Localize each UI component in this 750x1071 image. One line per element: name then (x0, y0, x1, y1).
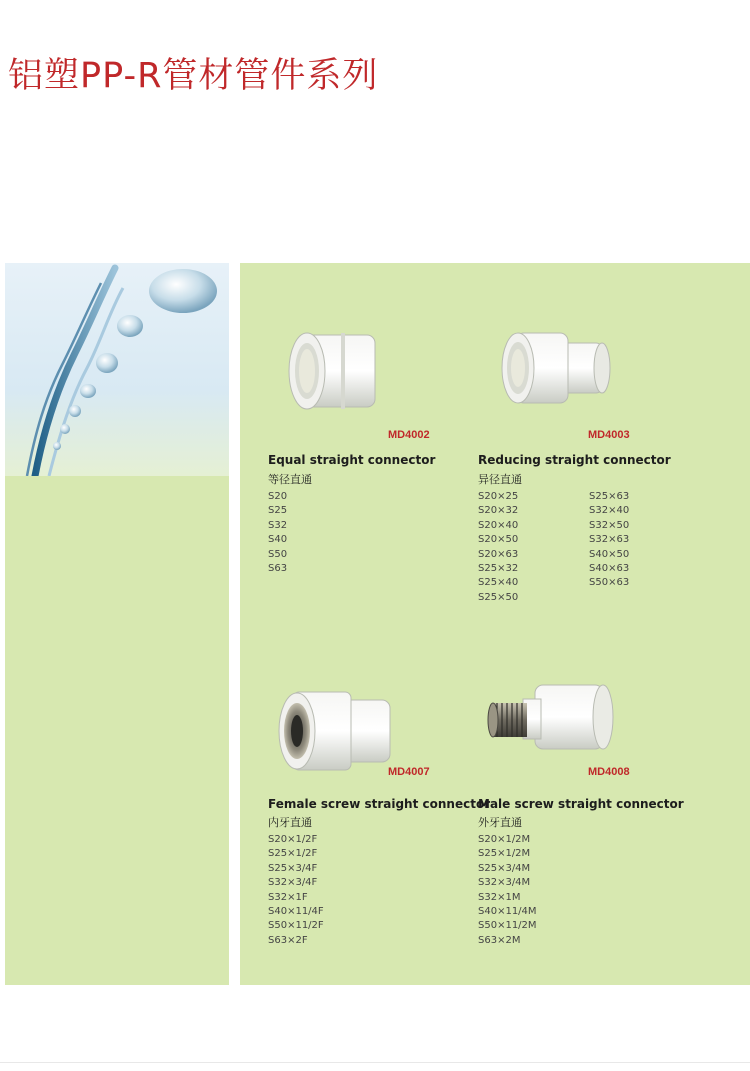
size-item: S20×1/2M (478, 834, 531, 845)
size-item: S25×40 (478, 577, 519, 589)
product-code: MD4007 (388, 766, 430, 778)
size-item: S63 (268, 563, 288, 575)
size-item: S25×3/4F (268, 862, 318, 874)
product-card-md4002 (240, 263, 490, 623)
size-item: S25×1/2F (268, 848, 318, 860)
size-item: S50×63 (589, 577, 630, 589)
size-item: S32×3/4F (268, 877, 318, 889)
product-card-md4008 (478, 663, 750, 983)
size-item: S32×1F (268, 891, 308, 903)
reducing-connector-image (498, 325, 613, 415)
size-item: S25×3/4M (478, 862, 531, 874)
size-item: S32×40 (589, 505, 630, 517)
product-card-md4003 (478, 263, 750, 623)
product-code: MD4003 (588, 429, 630, 441)
size-item: S40×50 (589, 548, 630, 560)
size-list (478, 490, 518, 605)
size-item: S20 (268, 491, 288, 502)
product-name-cn: 外牙直通 (478, 816, 522, 829)
product-code: MD4002 (388, 429, 430, 441)
size-item: S32×50 (589, 519, 630, 531)
size-item: S25×63 (589, 491, 630, 502)
size-item: S40 (268, 534, 288, 546)
size-list (268, 490, 287, 576)
size-item: S40×11/4F (268, 906, 324, 918)
page-bottom-divider (0, 1062, 750, 1063)
size-item: S25 (268, 505, 288, 517)
female-screw-connector-image (275, 678, 395, 773)
size-item: S20×40 (478, 519, 519, 531)
size-item: S32×1M (478, 891, 521, 903)
size-item: S32×3/4M (478, 877, 531, 889)
product-card-md4007 (240, 663, 490, 983)
size-item: S20×1/2F (268, 834, 318, 845)
product-name-cn: 异径直通 (478, 473, 522, 486)
male-screw-connector-image (483, 673, 618, 763)
size-item: S32×63 (589, 534, 630, 546)
size-item: S20×32 (478, 505, 519, 517)
page-title: 铝塑PP-R管材管件系列 (8, 56, 379, 96)
size-item: S50 (268, 548, 288, 560)
product-name-cn: 内牙直通 (268, 816, 312, 829)
size-item: S32 (268, 519, 288, 531)
banner-panel (5, 263, 229, 985)
size-item: S40×63 (589, 563, 630, 575)
size-item: S25×50 (478, 591, 519, 603)
product-name: Female screw straight connector (268, 797, 491, 811)
size-item: S20×50 (478, 534, 519, 546)
size-list (478, 833, 537, 948)
product-code: MD4008 (588, 766, 630, 778)
product-name: Male screw straight connector (478, 797, 684, 811)
size-list (589, 490, 629, 591)
size-item: S25×32 (478, 563, 519, 575)
size-list (268, 833, 324, 948)
size-item: S63×2F (268, 934, 308, 946)
vertical-banner-text (117, 408, 229, 968)
size-item: S25×1/2M (478, 848, 531, 860)
equal-connector-image (285, 323, 390, 418)
size-item: S20×25 (478, 491, 519, 502)
product-name-cn: 等径直通 (268, 473, 312, 486)
size-item: S20×63 (478, 548, 519, 560)
product-name: Reducing straight connector (478, 453, 671, 467)
size-item: S50×11/2M (478, 920, 537, 932)
product-name: Equal straight connector (268, 453, 436, 467)
size-item: S50×11/2F (268, 920, 324, 932)
size-item: S63×2M (478, 934, 521, 946)
product-panel (240, 263, 750, 985)
size-item: S40×11/4M (478, 906, 537, 918)
